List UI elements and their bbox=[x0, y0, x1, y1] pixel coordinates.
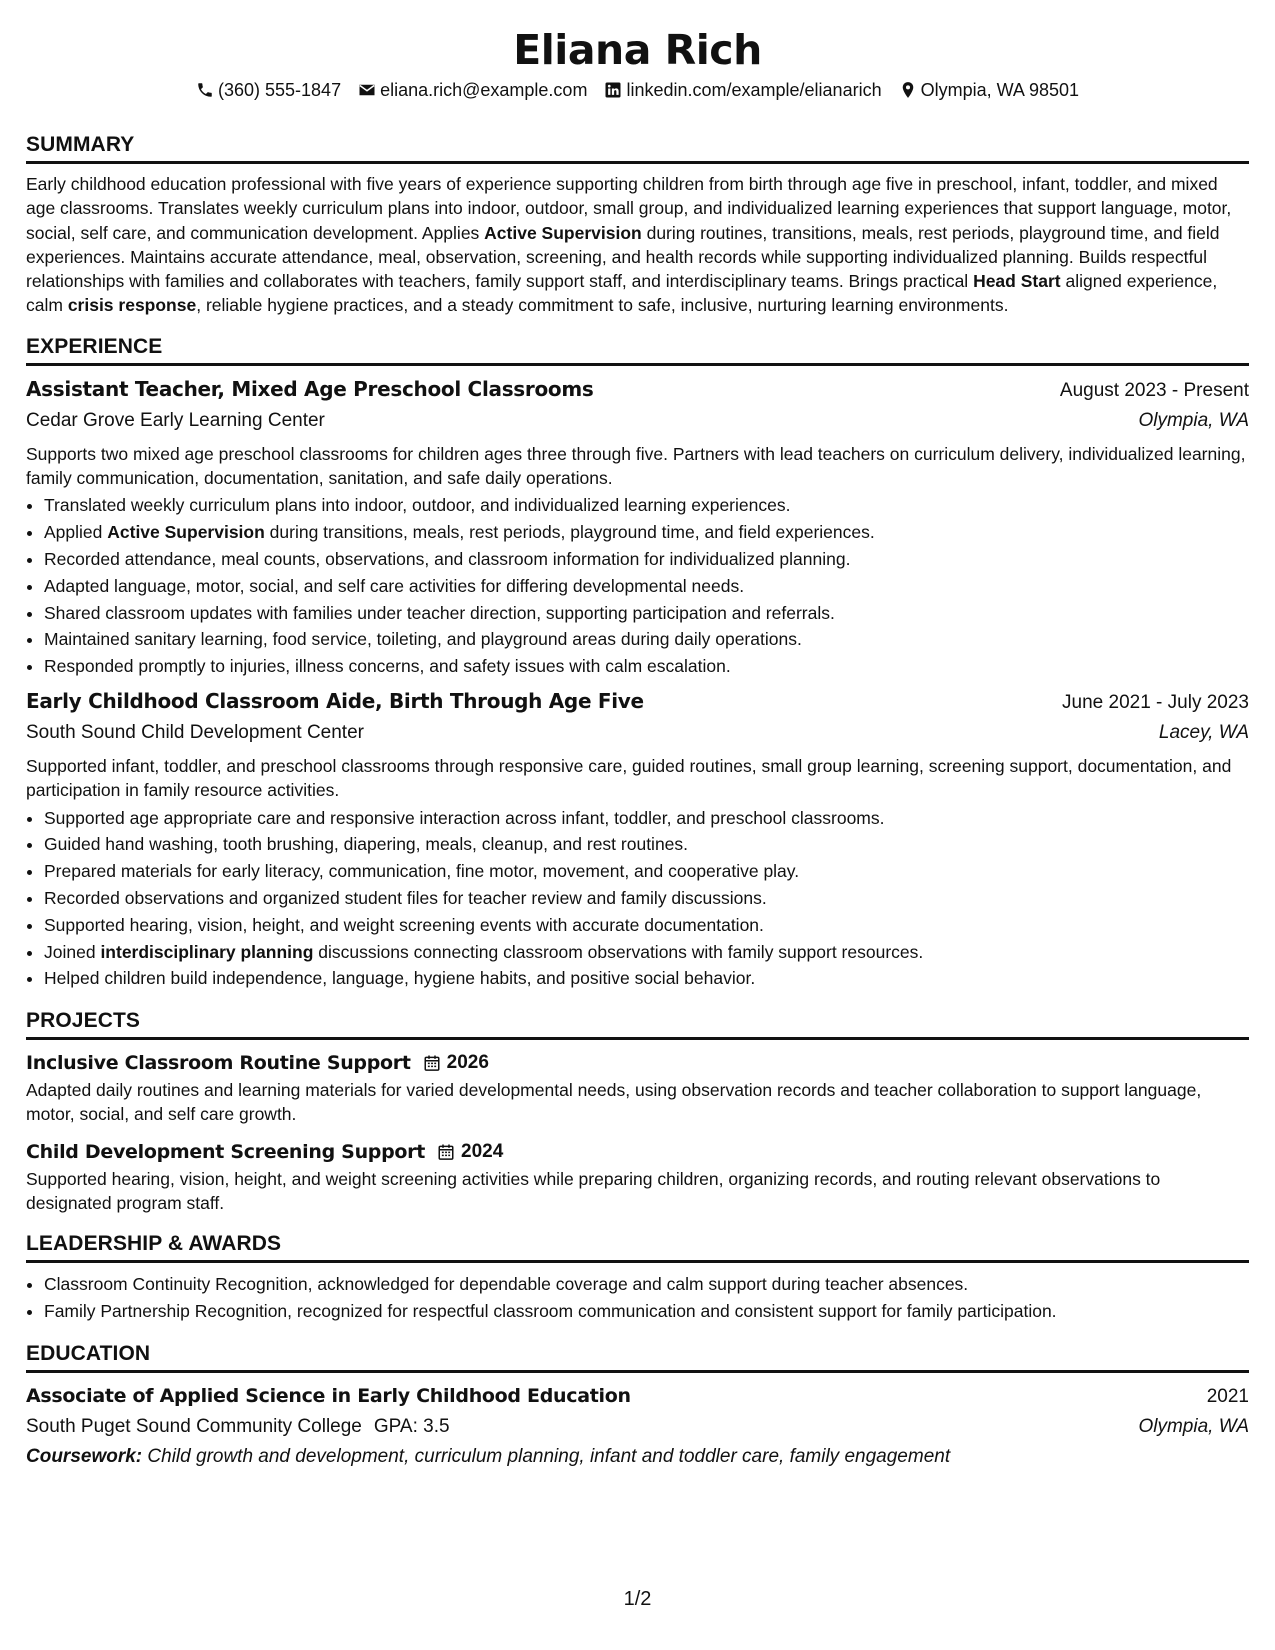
summary-text-part: during routines, transitions, meals, rest periods, playground time, and field experiences. Maintains accurate attendance, meal, observation, screening, and health records while supporting individualized planning. Builds respectful relationships with families and collaborates with teachers, family support staff, and interdisciplinary teams. Brings practical bbox=[26, 222, 1220, 292]
bullet-text: Adapted language, motor, social, and self care activities for differing developmental needs. bbox=[44, 575, 745, 596]
bullet-text: Recorded attendance, meal counts, observations, and classroom information for individualized planning. bbox=[44, 548, 851, 569]
bullet-text: Recorded observations and organized student files for teacher review and family discussions. bbox=[44, 887, 767, 908]
coursework-text: Child growth and development, curriculum planning, infant and toddler care, family engagement bbox=[142, 1445, 951, 1467]
candidate-name: Eliana Rich bbox=[513, 26, 762, 74]
job-bullets bbox=[26, 805, 1249, 993]
phone-text: (360) 555-1847 bbox=[217, 80, 342, 100]
map-pin-icon bbox=[899, 81, 917, 99]
summary-text-part: aligned experience, calm bbox=[26, 271, 1218, 316]
calendar-icon bbox=[423, 1054, 441, 1072]
bullet-item bbox=[44, 885, 1249, 912]
bullet-bold: interdisciplinary planning bbox=[100, 941, 314, 962]
coursework-label: Coursework: bbox=[26, 1445, 143, 1467]
email-text[interactable]: eliana.rich@example.com bbox=[380, 80, 588, 100]
bullet-item bbox=[44, 805, 1249, 832]
summary-paragraph bbox=[26, 172, 1249, 318]
summary-bold: Active Supervision bbox=[484, 222, 642, 243]
bullet-text: Shared classroom updates with families under teacher direction, supporting participation and referrals. bbox=[44, 602, 835, 623]
section-title-summary: SUMMARY bbox=[26, 130, 1249, 164]
bullet-item bbox=[44, 492, 1249, 519]
project-year-text: 2026 bbox=[446, 1052, 489, 1074]
job-description: Supports two mixed age preschool classrooms for children ages three through five. Partners with lead teachers on curriculum delivery, individualized learning, family communication, documentation, sanitation, and safe daily operations. bbox=[26, 443, 1246, 489]
phone-icon bbox=[196, 81, 214, 99]
job-location: Olympia, WA bbox=[1138, 409, 1249, 431]
bullet-text: Joined bbox=[44, 941, 101, 962]
summary-text-part: Early childhood education professional with five years of experience supporting children from birth through age five in preschool, infant, toddler, and mixed age classrooms. Translates weekly curriculum plans into indoor, outdoor, small group, and individualized learning experiences that support language, motor, social, self care, and communication development. Applies bbox=[26, 174, 1232, 243]
project-description: Supported hearing, vision, height, and weight screening activities while preparing children, organizing records, and routing relevant observations to designated program staff. bbox=[26, 1168, 1161, 1214]
award-item: • Classroom Continuity Recognition, acknowledged for dependable coverage and calm support during teacher absences. bbox=[44, 1271, 1249, 1298]
section-title-projects: PROJECTS bbox=[26, 1006, 1249, 1040]
bullet-item bbox=[44, 831, 1249, 858]
job-location: Lacey, WA bbox=[1158, 721, 1249, 743]
bullet-bold: Active Supervision bbox=[107, 522, 265, 543]
job-title: Early Childhood Classroom Aide, Birth Through Age Five bbox=[26, 688, 644, 713]
project-year bbox=[437, 1137, 503, 1167]
bullet-text: Applied bbox=[44, 522, 108, 543]
bullet-text: Supported hearing, vision, height, and weight screening events with accurate documentation. bbox=[44, 914, 764, 935]
page-number: 1/2 bbox=[623, 1588, 652, 1610]
bullet-text: Supported age appropriate care and responsive interaction across infant, toddler, and preschool classrooms. bbox=[44, 807, 885, 828]
calendar-icon bbox=[437, 1143, 455, 1161]
job-entry bbox=[26, 686, 1249, 992]
contact-location bbox=[899, 78, 1079, 102]
coursework bbox=[26, 1442, 1249, 1472]
summary-text-part: , reliable hygiene practices, and a steady commitment to safe, inclusive, nurturing learning environments. bbox=[196, 295, 1009, 316]
bullet-item bbox=[44, 965, 1249, 992]
bullet-text: Responded promptly to injuries, illness concerns, and safety issues with calm escalation. bbox=[44, 656, 731, 677]
job-bullets bbox=[26, 492, 1249, 680]
leadership-section bbox=[26, 1229, 1249, 1325]
school-location: Olympia, WA bbox=[1138, 1415, 1249, 1437]
contact-linkedin[interactable] bbox=[604, 78, 881, 102]
job-title: Assistant Teacher, Mixed Age Preschool Classrooms bbox=[26, 376, 594, 401]
job-header bbox=[26, 686, 1249, 718]
contact-email[interactable] bbox=[358, 78, 587, 102]
job-description: Supported infant, toddler, and preschool classrooms through responsive care, guided routines, small group learning, screening support, documentation, and participation in family resource activities. bbox=[26, 755, 1232, 801]
bullet-text: during transitions, meals, rest periods, playground time, and field experiences. bbox=[264, 522, 875, 543]
contact-phone bbox=[196, 78, 341, 102]
project-title: Child Development Screening Support bbox=[26, 1140, 426, 1163]
job-dates: June 2021 - July 2023 bbox=[1062, 691, 1249, 713]
bullet-text: Guided hand washing, tooth brushing, diapering, meals, cleanup, and rest routines. bbox=[44, 834, 689, 855]
linkedin-icon bbox=[604, 81, 622, 99]
bullet-text: discussions connecting classroom observations with family support resources. bbox=[313, 941, 924, 962]
contact-bar bbox=[26, 78, 1249, 102]
job-entry bbox=[26, 374, 1249, 680]
bullet-item bbox=[44, 626, 1249, 653]
education-section bbox=[26, 1339, 1249, 1472]
leadership-bullets bbox=[26, 1271, 1249, 1325]
job-subheader bbox=[26, 718, 1249, 748]
project-year-text: 2024 bbox=[461, 1140, 504, 1162]
job-dates: August 2023 - Present bbox=[1059, 379, 1249, 401]
gpa: GPA: 3.5 bbox=[373, 1415, 450, 1437]
summary-bold: crisis response bbox=[67, 295, 197, 316]
bullet-item bbox=[44, 546, 1249, 573]
bullet-text: Helped children build independence, language, hygiene habits, and positive social behavior. bbox=[44, 968, 756, 989]
bullet-item bbox=[44, 858, 1249, 885]
summary-section bbox=[26, 130, 1249, 318]
award-item: • Family Partnership Recognition, recognized for respectful classroom communication and consistent support for family participation. bbox=[44, 1298, 1249, 1325]
project-title: Inclusive Classroom Routine Support bbox=[26, 1052, 411, 1075]
linkedin-text[interactable]: linkedin.com/example/elianarich bbox=[626, 80, 882, 100]
experience-section bbox=[26, 332, 1249, 992]
job-header bbox=[26, 374, 1249, 406]
school-line bbox=[26, 1412, 450, 1442]
section-title-education: EDUCATION bbox=[26, 1339, 1249, 1373]
section-title-leadership: LEADERSHIP & AWARDS bbox=[26, 1229, 1249, 1263]
school-name: South Puget Sound Community College bbox=[26, 1415, 362, 1437]
project-header bbox=[26, 1137, 1249, 1167]
bullet-text: Translated weekly curriculum plans into indoor, outdoor, and individualized learning experiences. bbox=[44, 495, 791, 516]
bullet-item bbox=[44, 653, 1249, 680]
resume-page bbox=[26, 0, 1249, 1472]
summary-bold: Head Start bbox=[973, 271, 1061, 292]
envelope-icon bbox=[358, 81, 376, 99]
bullet-item bbox=[44, 600, 1249, 627]
job-org: South Sound Child Development Center bbox=[26, 721, 364, 743]
education-subheader bbox=[26, 1412, 1249, 1442]
degree-title: Associate of Applied Science in Early Childhood Education bbox=[26, 1384, 631, 1407]
job-org: Cedar Grove Early Learning Center bbox=[26, 409, 325, 431]
section-title-experience: EXPERIENCE bbox=[26, 332, 1249, 366]
bullet-item bbox=[44, 912, 1249, 939]
bullet-item bbox=[44, 573, 1249, 600]
bullet-item bbox=[44, 939, 1249, 966]
project-header bbox=[26, 1048, 1249, 1078]
project-description: Adapted daily routines and learning materials for varied developmental needs, using observation records and teacher collaboration to support language, motor, social, and self care growth. bbox=[26, 1080, 1202, 1125]
bullet-text: Maintained sanitary learning, food service, toileting, and playground areas during daily operations. bbox=[44, 629, 802, 650]
bullet-text: Prepared materials for early literacy, communication, fine motor, movement, and cooperative play. bbox=[44, 861, 800, 882]
job-subheader bbox=[26, 406, 1249, 436]
location-text: Olympia, WA 98501 bbox=[920, 80, 1079, 100]
bullet-item bbox=[44, 519, 1249, 546]
graduation-year: 2021 bbox=[1206, 1385, 1249, 1407]
project-entry bbox=[26, 1048, 1249, 1127]
project-year bbox=[423, 1048, 489, 1078]
education-header bbox=[26, 1381, 1249, 1412]
project-entry bbox=[26, 1137, 1249, 1216]
projects-section bbox=[26, 1006, 1249, 1215]
